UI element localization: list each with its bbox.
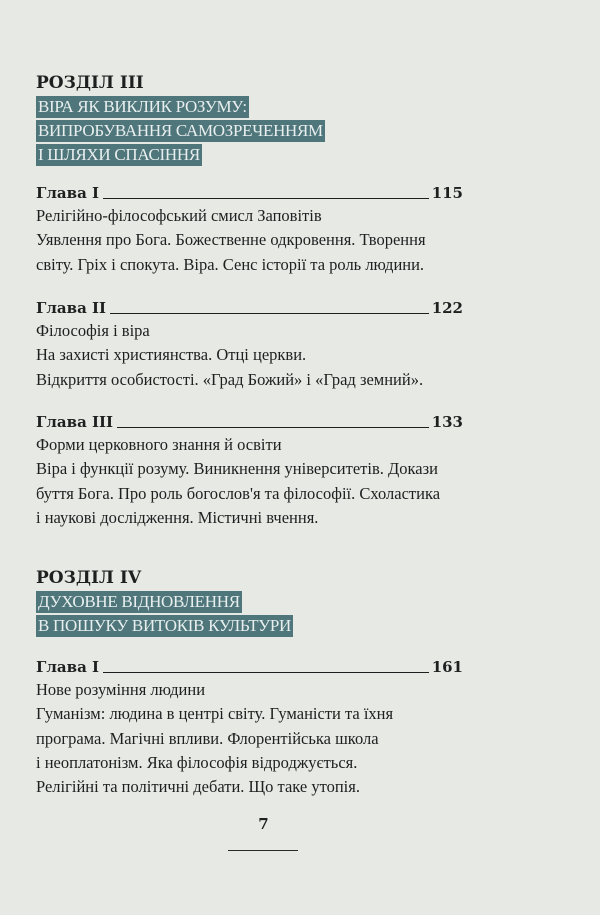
- part-label: РОЗДІЛ III: [36, 73, 144, 93]
- part-4: [36, 567, 293, 639]
- chapter-desc: буття Бога. Про роль богослов'я та філософії. Схоластика: [36, 483, 441, 503]
- leader-line: [110, 313, 429, 314]
- chapter-page: 122: [431, 299, 463, 317]
- chapter-page: 161: [431, 658, 463, 676]
- chapter-desc: Гуманізм: людина в центрі світу. Гуманісти та їхня: [36, 704, 394, 724]
- chapter-desc: світу. Гріх і спокута. Віра. Сенс історії та роль людини.: [36, 254, 425, 274]
- chapter-title: Глава III: [36, 413, 114, 431]
- footer-rule: [228, 850, 298, 851]
- page-number: 7: [258, 815, 269, 833]
- part-label: РОЗДІЛ IV: [36, 568, 142, 588]
- chapter-desc: Відкриття особистості. «Град Божий» і «Град земний».: [36, 369, 424, 389]
- chapter-entry[interactable]: [36, 182, 463, 277]
- chapter-title: Глава I: [36, 658, 100, 676]
- leader-line: [103, 198, 429, 199]
- part-3: [36, 72, 325, 168]
- chapter-subtitle: Форми церковного знання й освіти: [36, 435, 282, 454]
- chapter-entry[interactable]: [36, 656, 463, 799]
- part-title-line: В ПОШУКУ ВИТОКІВ КУЛЬТУРИ: [38, 616, 292, 635]
- chapter-title: Глава II: [36, 299, 107, 317]
- chapter-subtitle: Нове розуміння людини: [36, 680, 206, 699]
- chapter-desc: На захисті християнства. Отці церкви.: [36, 345, 307, 365]
- leader-line: [103, 672, 429, 673]
- chapter-page: 115: [431, 184, 463, 202]
- chapter-desc: програма. Магічні впливи. Флорентійська школа: [36, 728, 379, 748]
- part-title-line: І ШЛЯХИ СПАСІННЯ: [38, 145, 200, 164]
- chapter-desc: і неоплатонізм. Яка філософія відроджується.: [36, 752, 358, 772]
- leader-line: [117, 427, 429, 428]
- chapter-entry[interactable]: [36, 411, 463, 530]
- chapter-subtitle: Філософія і віра: [36, 321, 150, 340]
- part-title-line: ВІРА ЯК ВИКЛИК РОЗУМУ:: [38, 97, 247, 116]
- chapter-desc: Віра і функції розуму. Виникнення університетів. Докази: [36, 459, 438, 479]
- chapter-entry[interactable]: [36, 297, 463, 392]
- chapter-title: Глава I: [36, 184, 100, 202]
- part-title-line: ДУХОВНЕ ВІДНОВЛЕННЯ: [38, 592, 240, 611]
- chapter-desc: Релігійні та політичні дебати. Що таке утопія.: [36, 777, 360, 797]
- part-title-line: ВИПРОБУВАННЯ САМОЗРЕЧЕННЯМ: [38, 121, 323, 140]
- chapter-page: 133: [431, 413, 463, 431]
- chapter-desc: Уявлення про Бога. Божественне одкровення. Творення: [36, 230, 426, 250]
- chapter-desc: і наукові дослідження. Містичні вчення.: [36, 507, 319, 527]
- chapter-subtitle: Релігійно-філософський смисл Заповітів: [36, 206, 322, 225]
